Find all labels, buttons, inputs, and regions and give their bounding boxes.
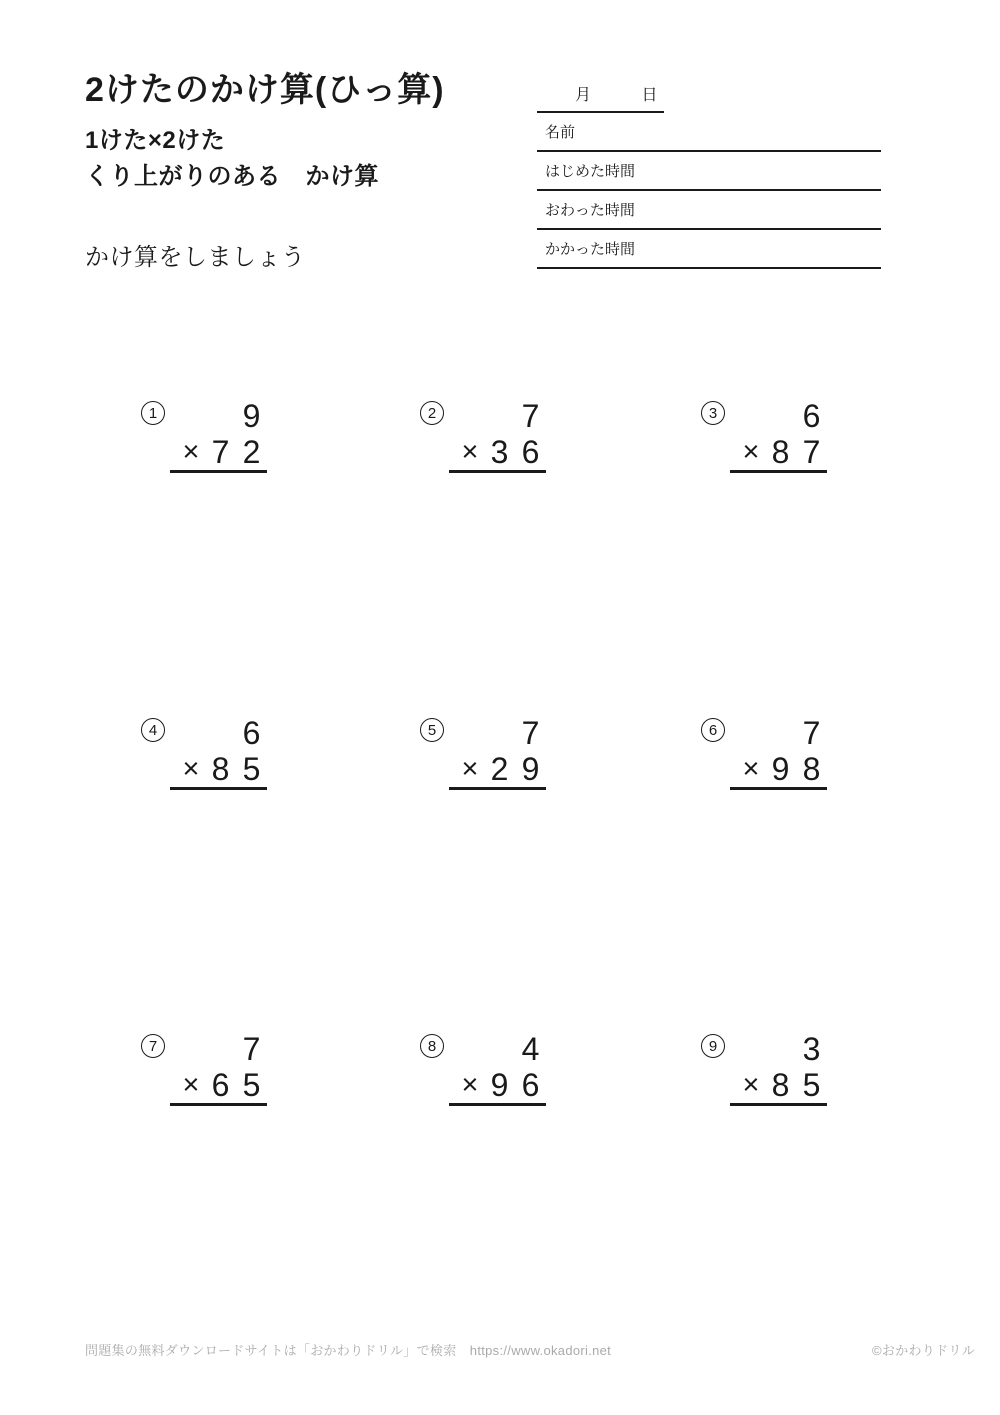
multiplication-sign: × bbox=[182, 1069, 200, 1101]
multiplier-row bbox=[449, 434, 546, 470]
multiplicand-row bbox=[449, 1031, 546, 1067]
multiplicand-digit: 7 bbox=[802, 715, 821, 751]
multiplier-row bbox=[730, 1067, 827, 1103]
elapsed-time-field-label: かかった時間 bbox=[545, 241, 636, 258]
problem-number-badge bbox=[701, 718, 725, 742]
problem-number: 5 bbox=[427, 721, 437, 739]
problem-6 bbox=[701, 715, 831, 795]
multiplier-row bbox=[730, 434, 827, 470]
answer-line bbox=[449, 1103, 546, 1106]
problem-number: 1 bbox=[148, 404, 158, 422]
problem-number: 7 bbox=[148, 1037, 158, 1055]
problem-number: 2 bbox=[427, 404, 437, 422]
problem-number: 4 bbox=[148, 721, 158, 739]
multiplier-ones-digit: 2 bbox=[242, 434, 261, 470]
footer-site-text: 問題集の無料ダウンロードサイトは「おかわりドリル」で検索 https://www.okadori.net bbox=[85, 1343, 612, 1358]
footer-copyright-text: ©おかわりドリル bbox=[872, 1343, 975, 1358]
problem-number-badge bbox=[420, 401, 444, 425]
multiplicand-row bbox=[730, 715, 827, 751]
answer-line bbox=[730, 1103, 827, 1106]
answer-line bbox=[730, 470, 827, 473]
multiplier-ones-digit: 5 bbox=[802, 1067, 821, 1103]
page-title: 2けたのかけ算(ひっ算) bbox=[85, 71, 445, 109]
multiplicand-digit: 7 bbox=[521, 715, 540, 751]
vertical-multiplication bbox=[170, 715, 267, 790]
subtitle-digits: 1けた×2けた bbox=[85, 127, 226, 154]
multiplier-tens-digit: 3 bbox=[490, 434, 509, 470]
multiplier-tens-digit: 6 bbox=[211, 1067, 230, 1103]
problem-number-badge bbox=[420, 718, 444, 742]
end-time-field-label: おわった時間 bbox=[545, 202, 635, 219]
multiplicand-digit: 6 bbox=[802, 398, 821, 434]
problem-number: 8 bbox=[427, 1037, 437, 1055]
multiplier-row bbox=[170, 434, 267, 470]
multiplication-sign: × bbox=[182, 436, 200, 468]
subtitle-carry: くり上がりのある かけ算 bbox=[85, 163, 379, 190]
multiplicand-digit: 3 bbox=[802, 1031, 821, 1067]
answer-line bbox=[170, 470, 267, 473]
form-row-name bbox=[537, 113, 881, 152]
multiplier-tens-digit: 9 bbox=[490, 1067, 509, 1103]
multiplier-ones-digit: 9 bbox=[521, 751, 540, 787]
problem-4 bbox=[141, 715, 271, 795]
instruction-text: かけ算をしましょう bbox=[85, 244, 306, 271]
multiplicand-digit: 9 bbox=[242, 398, 261, 434]
vertical-multiplication bbox=[449, 398, 546, 473]
multiplier-ones-digit: 6 bbox=[521, 1067, 540, 1103]
multiplier-row bbox=[170, 1067, 267, 1103]
multiplier-ones-digit: 7 bbox=[802, 434, 821, 470]
problem-5 bbox=[420, 715, 550, 795]
problem-7 bbox=[141, 1031, 271, 1111]
multiplier-row bbox=[449, 751, 546, 787]
form-row-start-time bbox=[537, 152, 881, 191]
multiplicand-digit: 7 bbox=[242, 1031, 261, 1067]
multiplier-ones-digit: 5 bbox=[242, 1067, 261, 1103]
multiplicand-row bbox=[730, 398, 827, 434]
problem-2 bbox=[420, 398, 550, 478]
multiplicand-row bbox=[449, 398, 546, 434]
problem-1 bbox=[141, 398, 271, 478]
vertical-multiplication bbox=[730, 715, 827, 790]
vertical-multiplication bbox=[170, 398, 267, 473]
problem-number-badge bbox=[701, 401, 725, 425]
problem-8 bbox=[420, 1031, 550, 1111]
multiplier-tens-digit: 8 bbox=[211, 751, 230, 787]
start-time-field-label: はじめた時間 bbox=[545, 163, 636, 180]
multiplicand-row bbox=[170, 715, 267, 751]
multiplication-sign: × bbox=[461, 436, 479, 468]
vertical-multiplication bbox=[170, 1031, 267, 1106]
form-row-end-time bbox=[537, 191, 881, 230]
problem-number: 3 bbox=[708, 404, 718, 422]
problem-number-badge bbox=[141, 1034, 165, 1058]
multiplier-row bbox=[170, 751, 267, 787]
info-form bbox=[537, 85, 881, 269]
problem-number: 6 bbox=[708, 721, 718, 739]
multiplier-row bbox=[730, 751, 827, 787]
answer-line bbox=[170, 787, 267, 790]
multiplier-ones-digit: 8 bbox=[802, 751, 821, 787]
multiplier-tens-digit: 2 bbox=[490, 751, 509, 787]
month-label: 月 bbox=[575, 87, 592, 104]
multiplier-tens-digit: 7 bbox=[211, 434, 230, 470]
name-field-label: 名前 bbox=[545, 124, 576, 141]
multiplication-sign: × bbox=[182, 753, 200, 785]
problem-number-badge bbox=[141, 718, 165, 742]
problem-number: 9 bbox=[708, 1037, 718, 1055]
problem-number-badge bbox=[420, 1034, 444, 1058]
answer-line bbox=[449, 787, 546, 790]
answer-line bbox=[170, 1103, 267, 1106]
vertical-multiplication bbox=[449, 1031, 546, 1106]
multiplier-tens-digit: 8 bbox=[771, 434, 790, 470]
multiplier-ones-digit: 6 bbox=[521, 434, 540, 470]
answer-line bbox=[730, 787, 827, 790]
form-row-elapsed-time bbox=[537, 230, 881, 269]
vertical-multiplication bbox=[730, 1031, 827, 1106]
multiplier-row bbox=[449, 1067, 546, 1103]
multiplication-sign: × bbox=[742, 436, 760, 468]
multiplicand-digit: 7 bbox=[521, 398, 540, 434]
multiplicand-row bbox=[730, 1031, 827, 1067]
multiplier-ones-digit: 5 bbox=[242, 751, 261, 787]
multiplicand-row bbox=[170, 1031, 267, 1067]
problem-9 bbox=[701, 1031, 831, 1111]
multiplicand-digit: 6 bbox=[242, 715, 261, 751]
problem-number-badge bbox=[701, 1034, 725, 1058]
multiplication-sign: × bbox=[461, 753, 479, 785]
problem-3 bbox=[701, 398, 831, 478]
day-label: 日 bbox=[641, 87, 658, 104]
date-row bbox=[537, 85, 664, 113]
multiplicand-row bbox=[170, 398, 267, 434]
multiplication-sign: × bbox=[461, 1069, 479, 1101]
multiplication-sign: × bbox=[742, 753, 760, 785]
multiplier-tens-digit: 9 bbox=[771, 751, 790, 787]
answer-line bbox=[449, 470, 546, 473]
multiplicand-digit: 4 bbox=[521, 1031, 540, 1067]
problem-number-badge bbox=[141, 401, 165, 425]
multiplication-sign: × bbox=[742, 1069, 760, 1101]
vertical-multiplication bbox=[449, 715, 546, 790]
multiplier-tens-digit: 8 bbox=[771, 1067, 790, 1103]
multiplicand-row bbox=[449, 715, 546, 751]
vertical-multiplication bbox=[730, 398, 827, 473]
